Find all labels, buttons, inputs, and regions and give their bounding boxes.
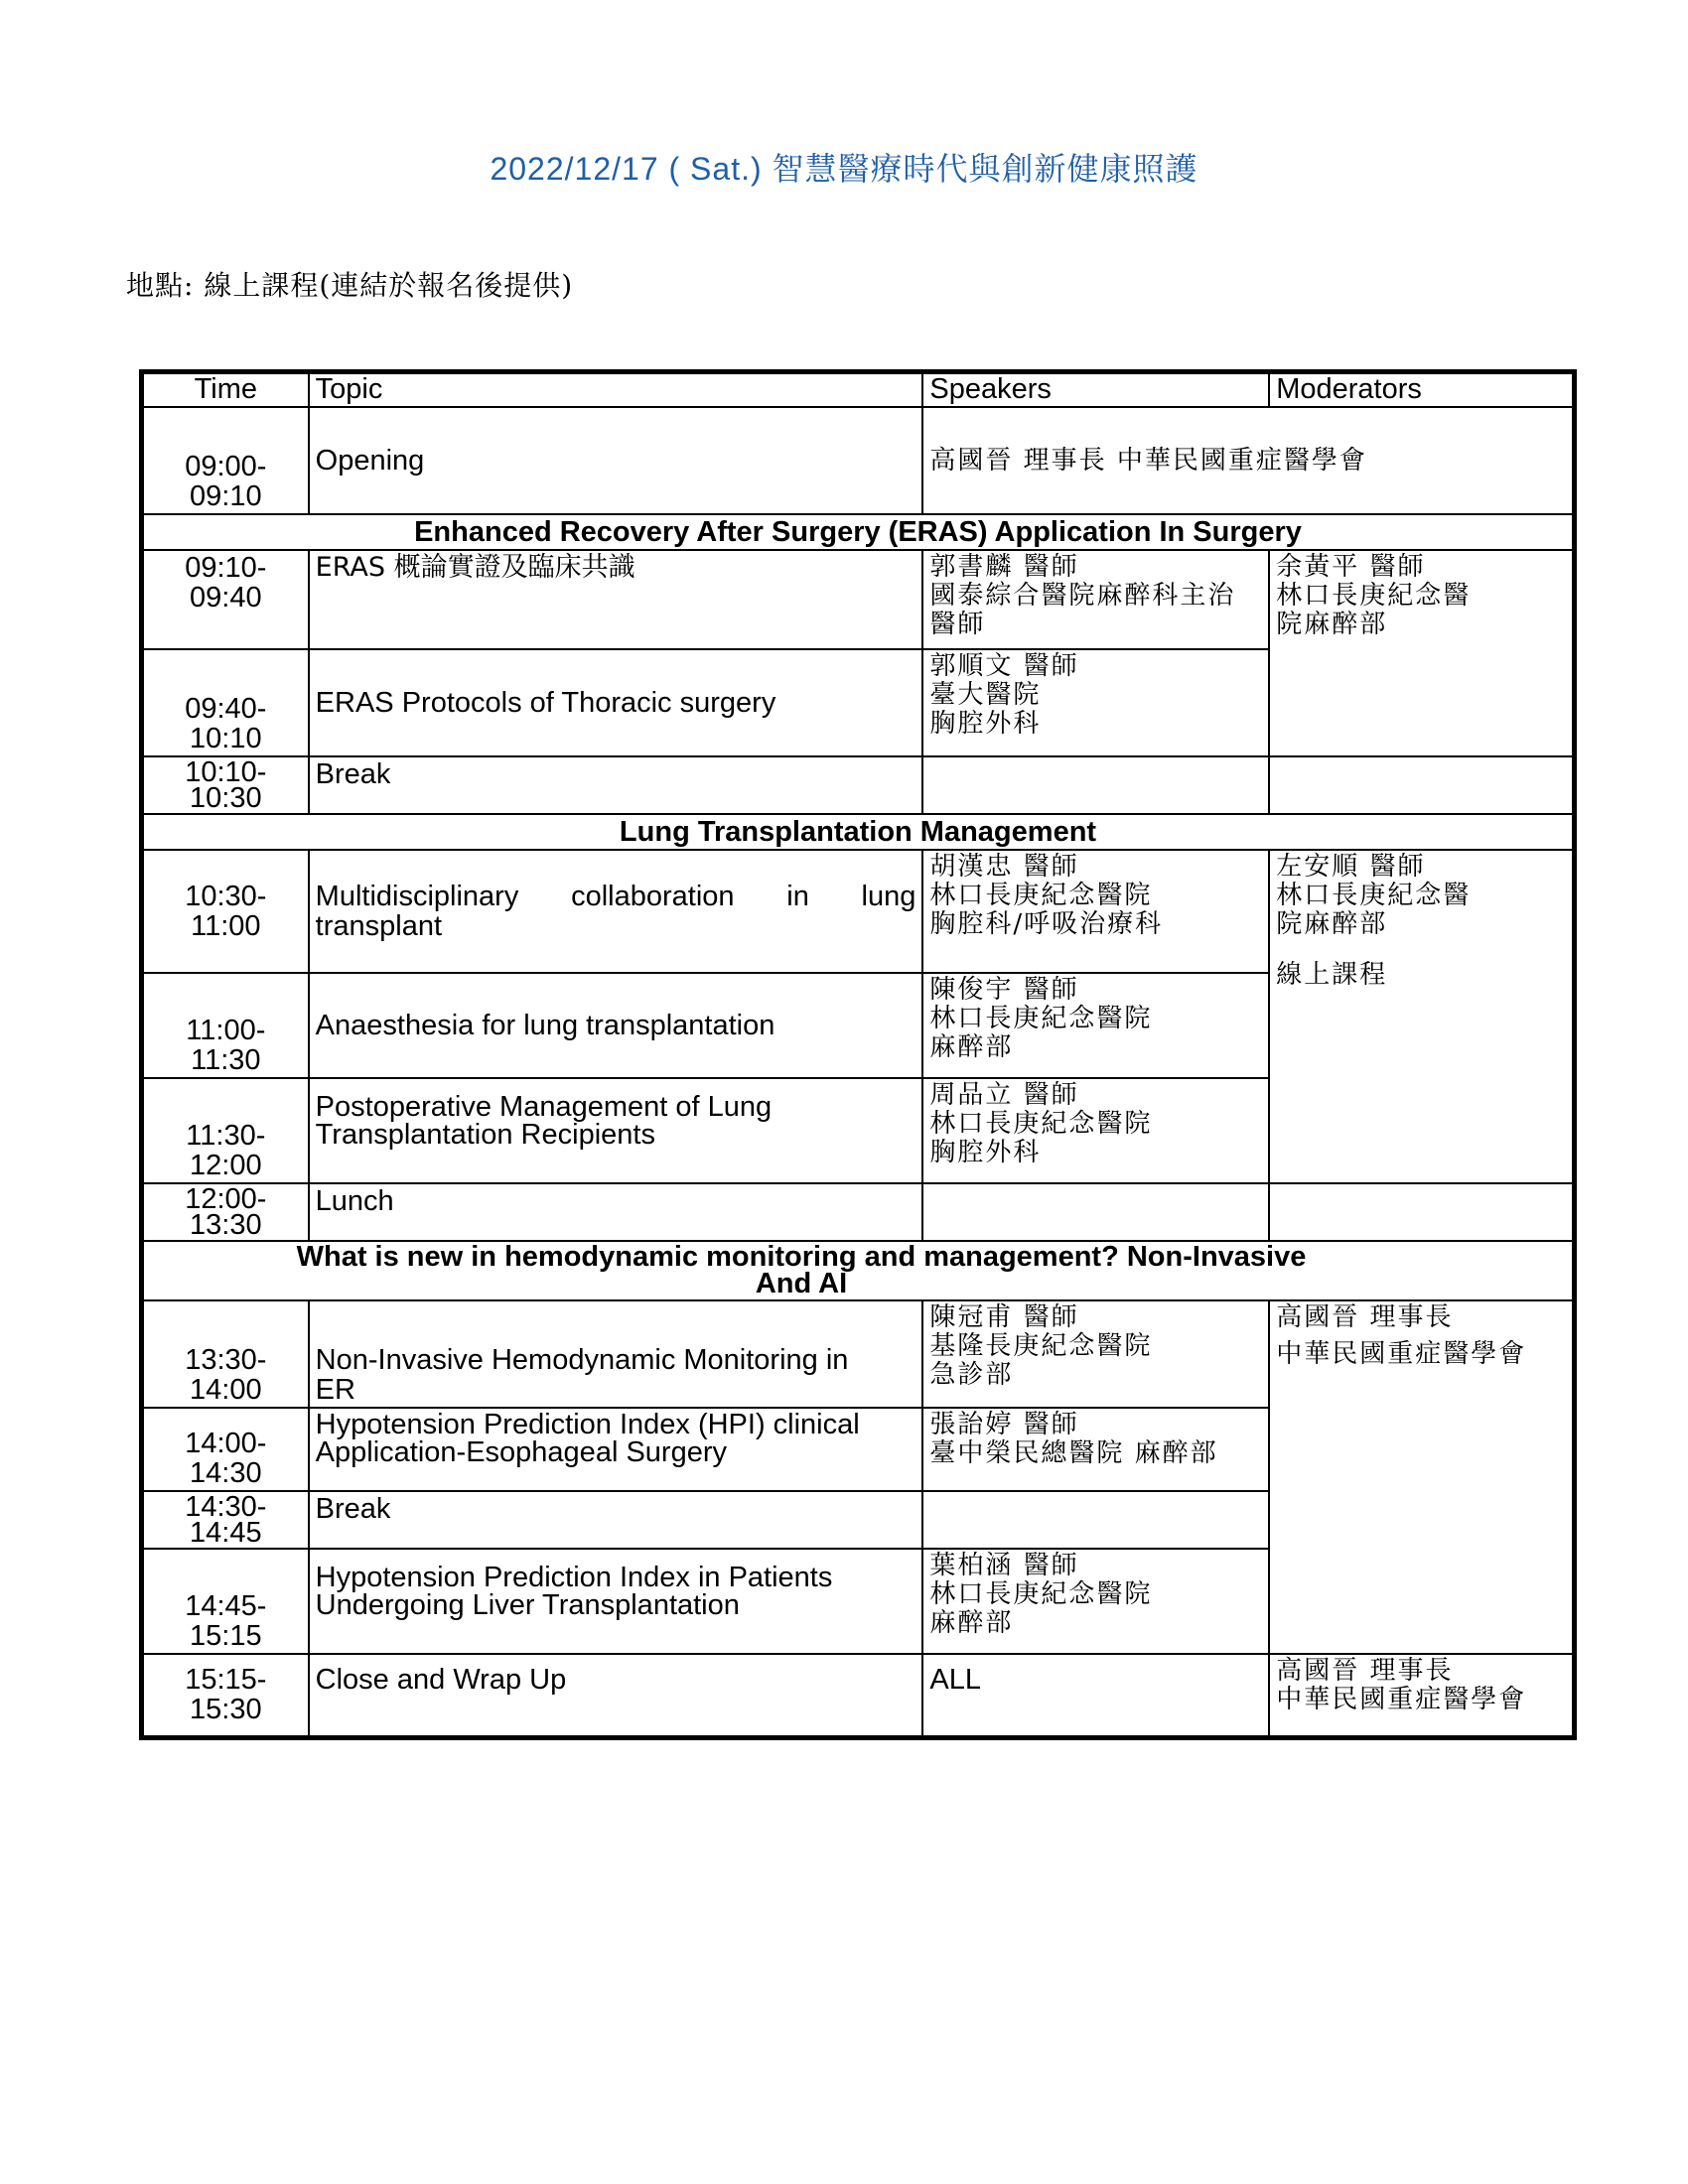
topic-cell: Multidisciplinary collaboration in lung transplant [309,850,923,973]
table-row [142,1654,1575,1737]
speaker-cell [922,1491,1269,1549]
time-cell: 10:10- 10:30 [142,756,309,814]
topic-cell: Close and Wrap Up [309,1654,923,1737]
topic-cell: Hypotension Prediction Index in Patients Undergoing Liver Transplantation [309,1549,923,1654]
topic-cell: Lunch [309,1183,923,1241]
header-speakers: Speakers [922,372,1269,408]
moderator-cell [1269,1183,1574,1241]
section-header [142,814,1575,850]
speaker-cell: 陳俊宇 醫師 林口長庚紀念醫院 麻醉部 [922,973,1269,1078]
speaker-cell: 郭順文 醫師 臺大醫院 胸腔外科 [922,649,1269,756]
moderator-cell: 高國晉 理事長 中華民國重症醫學會 [1269,1300,1574,1654]
speaker-cell: 葉柏涵 醫師 林口長庚紀念醫院 麻醉部 [922,1549,1269,1654]
section-header [142,1241,1575,1300]
page-title: 2022/12/17 ( Sat.) 智慧醫療時代與創新健康照護 [490,151,1198,187]
topic-cell: Break [309,1491,923,1549]
time-cell: 15:15- 15:30 [142,1654,309,1737]
header-time: Time [142,372,309,408]
speaker-cell: 張詒婷 醫師 臺中榮民總醫院 麻醉部 [922,1408,1269,1491]
topic-cell: Anaesthesia for lung transplantation [309,973,923,1078]
time-cell: 11:30- 12:00 [142,1078,309,1183]
topic-cell: Postoperative Management of Lung Transplantation Recipients [309,1078,923,1183]
table-row [142,756,1575,814]
table-row [142,550,1575,649]
time-cell: 09:00- 09:10 [142,407,309,514]
moderator-cell [1269,756,1574,814]
topic-cell: Break [309,756,923,814]
time-cell: 12:00- 13:30 [142,1183,309,1241]
section-title: What is new in hemodynamic monitoring and management? Non-Invasive And AI [142,1241,1575,1300]
speaker-cell: 高國晉 理事長 中華民國重症醫學會 [922,407,1574,514]
speaker-cell: ALL [922,1654,1269,1737]
speaker-cell: 胡漢忠 醫師 林口長庚紀念醫院 胸腔科/呼吸治療科 [922,850,1269,973]
header-row [142,372,1575,408]
section-title: Enhanced Recovery After Surgery (ERAS) Application In Surgery [142,514,1575,550]
topic-cell: ERAS 概論實證及臨床共識 [309,550,923,649]
table-row [142,850,1575,973]
speaker-cell [922,1183,1269,1241]
table-row [142,1300,1575,1408]
time-cell: 09:10- 09:40 [142,550,309,649]
time-cell: 10:30- 11:00 [142,850,309,973]
time-cell: 14:45- 15:15 [142,1549,309,1654]
moderator-cell: 左安順 醫師 林口長庚紀念醫 院麻醉部 線上課程 [1269,850,1574,1183]
moderator-cell: 余黃平 醫師 林口長庚紀念醫 院麻醉部 [1269,550,1574,756]
topic-cell: ERAS Protocols of Thoracic surgery [309,649,923,756]
speaker-cell: 郭書麟 醫師 國泰綜合醫院麻醉科主治 醫師 [922,550,1269,649]
time-cell: 11:00- 11:30 [142,973,309,1078]
moderator-cell: 高國晉 理事長 中華民國重症醫學會 [1269,1654,1574,1737]
topic-cell: Opening [309,407,923,514]
speaker-cell [922,756,1269,814]
table-row [142,1183,1575,1241]
table-row [142,407,1575,514]
time-cell: 09:40- 10:10 [142,649,309,756]
time-cell: 13:30- 14:00 [142,1300,309,1408]
topic-cell: Non-Invasive Hemodynamic Monitoring in ER [309,1300,923,1408]
topic-cell: Hypotension Prediction Index (HPI) clinical Application-Esophageal Surgery [309,1408,923,1491]
header-moderators: Moderators [1269,372,1574,408]
time-cell: 14:30- 14:45 [142,1491,309,1549]
speaker-cell: 陳冠甫 醫師 基隆長庚紀念醫院 急診部 [922,1300,1269,1408]
location-text: 地點: 線上課程(連結於報名後提供) [126,269,574,302]
section-title: Lung Transplantation Management [142,814,1575,850]
header-topic: Topic [309,372,923,408]
speaker-cell: 周品立 醫師 林口長庚紀念醫院 胸腔外科 [922,1078,1269,1183]
section-header [142,514,1575,550]
schedule-table [139,369,1577,1740]
time-cell: 14:00- 14:30 [142,1408,309,1491]
